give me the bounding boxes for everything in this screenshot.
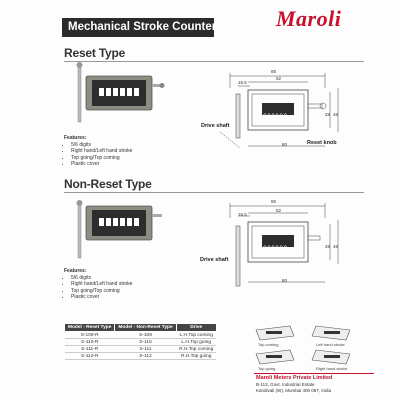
- nonreset-feature-item: • Top going/Top coming: [71, 288, 132, 295]
- footer-address-line: Kandivali (W), Mumbai 400 067, India: [256, 387, 332, 393]
- reset-feature-item: • 5/6 digits: [71, 142, 132, 149]
- table-row: [65, 332, 217, 339]
- nonreset-features-title: Features:: [64, 268, 87, 274]
- models-col-nonreset: Model - Non-Reset Type: [115, 324, 176, 332]
- footer-company-name: Maroli Meters Private Limited: [256, 375, 333, 381]
- nonreset-dim-offset: 16.5: [238, 212, 247, 217]
- table-cell: S-109: [115, 332, 176, 339]
- drive-caption: Right hand stroke: [316, 366, 348, 371]
- reset-dim-offset: 16.5: [238, 80, 247, 85]
- table-row: [65, 346, 217, 353]
- table-row: [65, 339, 217, 346]
- footer-address: [256, 382, 331, 393]
- reset-features: [64, 135, 132, 168]
- drive-caption: Left hand stroke: [316, 342, 345, 347]
- nonreset-type-heading: Non-Reset Type: [64, 177, 152, 191]
- table-cell: S-110: [115, 339, 176, 346]
- nonreset-drawing-digits: 000000: [263, 245, 288, 252]
- table-cell: S-112-R: [65, 353, 115, 360]
- footer-divider: [254, 373, 374, 374]
- table-cell: S-111: [115, 346, 176, 353]
- reset-dim-body: 52: [276, 76, 282, 81]
- reset-features-title: Features:: [64, 135, 87, 141]
- nonreset-feature-item: • Plastic cover: [71, 294, 132, 301]
- nonreset-counter-photo: [66, 196, 166, 266]
- reset-counter-photo: [66, 62, 166, 132]
- table-cell: L.H.Top coming: [176, 332, 216, 339]
- table-cell: R.H.Top going: [176, 353, 216, 360]
- nonreset-features: [64, 268, 132, 301]
- reset-dim-base: 80: [282, 142, 288, 147]
- reset-drive-shaft-label: Drive shaft: [201, 123, 230, 129]
- brand-logo: Maroli: [276, 6, 342, 31]
- table-cell: S-110-R: [65, 339, 115, 346]
- reset-feature-item: • Right hand/Left hand stroke: [71, 148, 132, 155]
- table-cell: S-111-R: [65, 346, 115, 353]
- nonreset-dim-base: 80: [282, 278, 288, 283]
- reset-dim-height-outer: 46: [333, 112, 339, 117]
- table-cell: S-112: [115, 353, 176, 360]
- drive-caption: Top coming: [258, 342, 279, 347]
- nonreset-dim-height-inner: 28: [325, 244, 331, 249]
- models-table: [64, 323, 217, 360]
- table-row: [65, 353, 217, 360]
- catalog-title-banner: Mechanical Stroke Counters: [62, 18, 214, 37]
- footer-address-line: B-113, Govt. Industrial Estate: [256, 382, 315, 387]
- reset-feature-item: • Plastic cover: [71, 161, 132, 168]
- table-cell: L.H.Top going: [176, 339, 216, 346]
- table-cell: R.H.Top coming: [176, 346, 216, 353]
- nonreset-feature-item: • Right hand/Left hand stroke: [71, 281, 132, 288]
- models-col-reset: Model - Reset Type: [65, 324, 115, 332]
- models-table-header-row: [65, 324, 217, 332]
- reset-knob-label: Reset knob: [307, 140, 337, 146]
- nonreset-dim-body: 52: [276, 208, 282, 213]
- nonreset-drive-shaft-label: Drive shaft: [200, 257, 229, 263]
- reset-drawing-digits: 000000: [263, 113, 288, 120]
- nonreset-section-divider: [64, 192, 364, 193]
- reset-dim-overall: 85: [271, 69, 277, 74]
- models-col-drive: Drive: [176, 324, 216, 332]
- table-cell: S-109-R: [65, 332, 115, 339]
- nonreset-feature-item: • 5/6 digits: [71, 275, 132, 282]
- drive-caption: Top going: [258, 366, 276, 371]
- reset-type-heading: Reset Type: [64, 46, 126, 60]
- nonreset-dim-overall: 85: [271, 199, 277, 204]
- reset-dim-height-inner: 28: [325, 112, 331, 117]
- nonreset-dim-height-outer: 46: [333, 244, 339, 249]
- reset-feature-item: • Top going/Top coming: [71, 155, 132, 162]
